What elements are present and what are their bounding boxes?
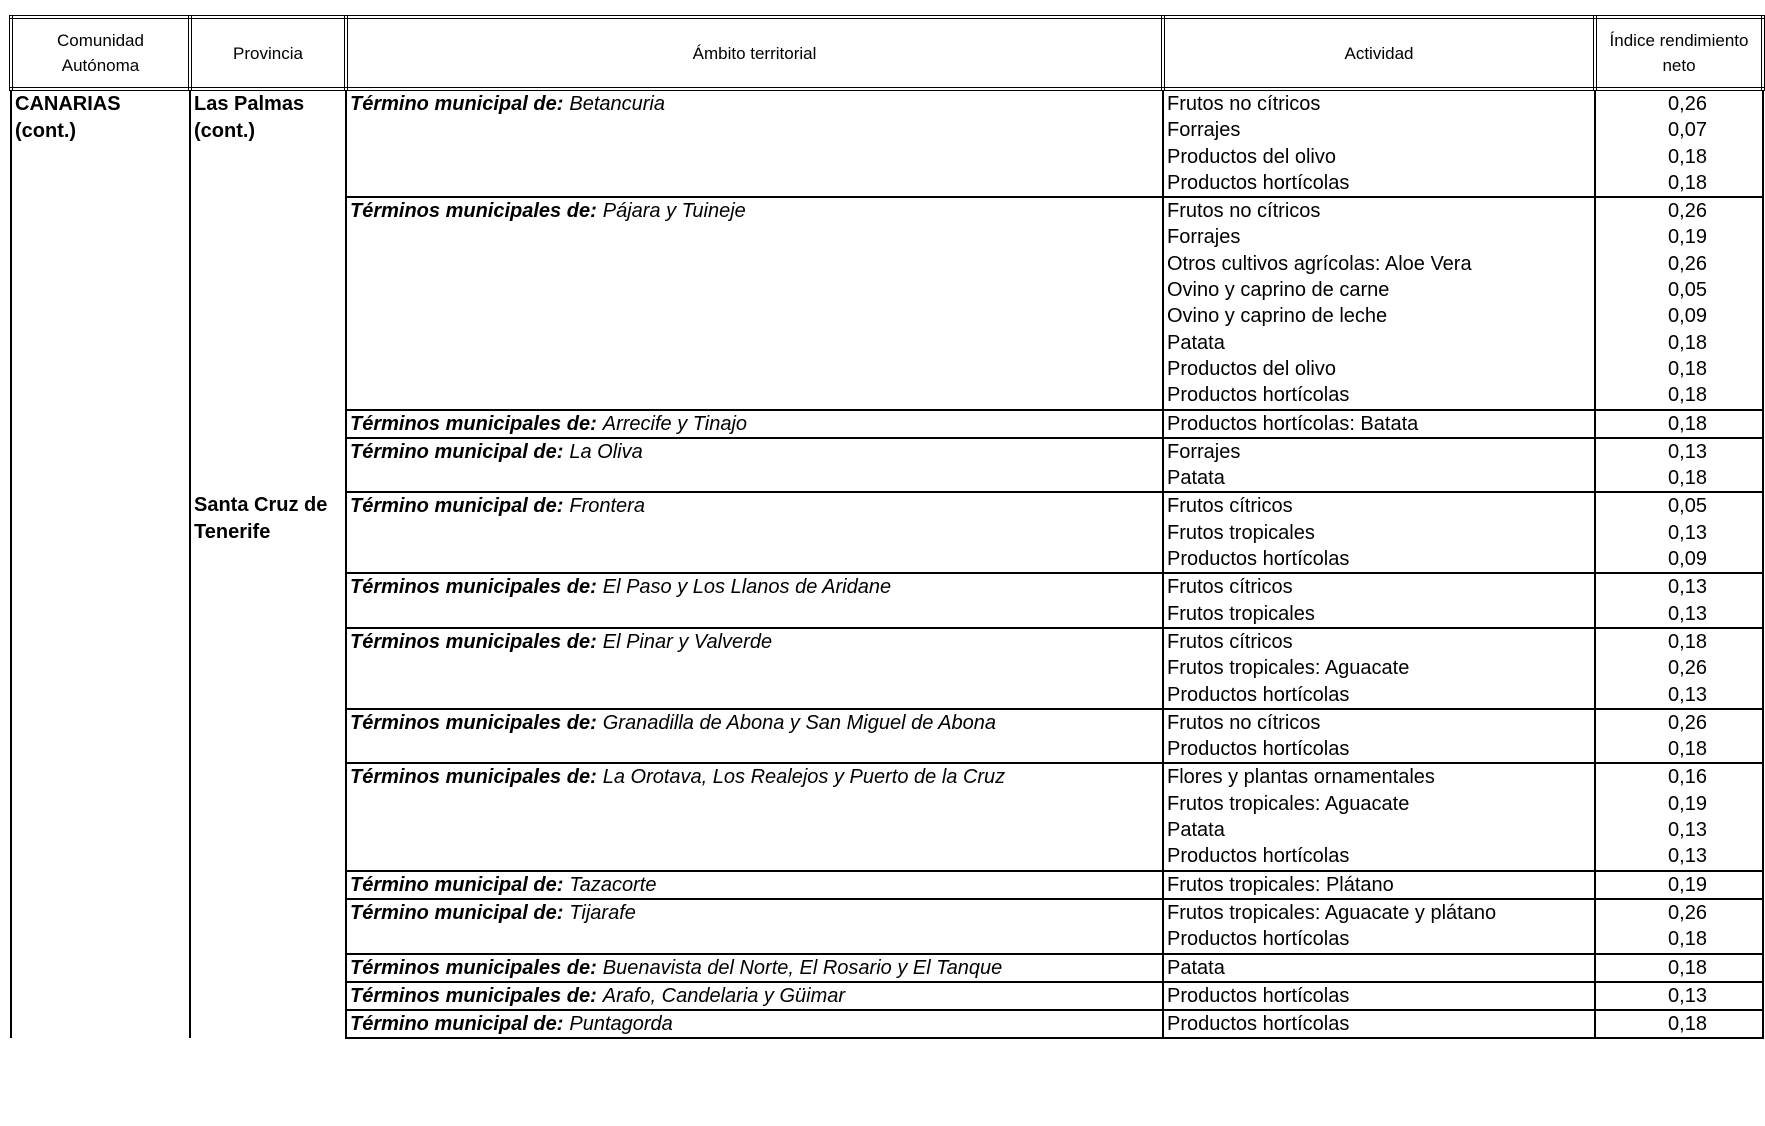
actividad-cell [1163,438,1595,493]
header-row [11,17,1763,89]
actividad-cell [1163,197,1595,409]
ambito-prefix: Término municipal de: [350,440,564,463]
provincia-cell: Santa Cruz de Tenerife [190,492,346,1038]
actividad-value: Frutos tropicales [1167,521,1315,544]
actividad-value: Productos hortícolas [1167,384,1350,407]
actividad-value: Flores y plantas ornamentales [1167,766,1435,789]
actividad-cell [1163,763,1595,870]
ambito-place: Puntagorda [569,1013,673,1036]
ambito-cell [346,492,1163,573]
ambito-prefix: Términos municipales de: [350,630,597,653]
ambito-place: Betancuria [569,93,665,115]
actividad-value: Frutos no cítricos [1167,200,1321,223]
ambito-prefix: Términos municipales de: [350,412,597,435]
indice-value: 0,19 [1668,792,1707,815]
actividad-value: Ovino y caprino de leche [1167,305,1388,328]
indice-value: 0,16 [1668,766,1707,789]
indice-value: 0,18 [1668,630,1707,653]
indice-value: 0,26 [1668,93,1707,115]
indice-value: 0,18 [1668,171,1707,194]
table-row [11,89,1763,197]
indice-value: 0,13 [1668,819,1707,842]
actividad-value: Forrajes [1167,119,1241,142]
header-ambito: Ámbito territorial [346,17,1163,89]
indice-value: 0,18 [1668,357,1707,380]
indice-value: 0,05 [1668,495,1707,518]
ambito-prefix: Términos municipales de: [350,956,597,979]
actividad-value: Forrajes [1167,440,1241,463]
ambito-cell [346,573,1163,628]
actividad-value: Patata [1167,467,1225,490]
indice-cell [1595,573,1763,628]
actividad-cell [1163,492,1595,573]
indice-cell [1595,89,1763,197]
ambito-cell [346,763,1163,870]
indice-value: 0,18 [1668,412,1707,435]
actividad-value: Productos hortícolas [1167,1013,1350,1036]
ambito-place: Frontera [569,495,645,518]
ambito-cell [346,871,1163,899]
ambito-prefix: Término municipal de: [350,873,564,896]
actividad-value: Frutos tropicales: Plátano [1167,873,1394,896]
ambito-cell [346,899,1163,954]
indice-cell [1595,628,1763,709]
indice-cell [1595,438,1763,493]
actividad-value: Productos hortícolas [1167,845,1350,868]
ambito-cell [346,197,1163,409]
indice-value: 0,13 [1668,521,1707,544]
actividad-cell [1163,982,1595,1010]
actividad-value: Frutos cítricos [1167,495,1293,518]
ambito-cell [346,438,1163,493]
indice-value: 0,07 [1668,119,1707,142]
header-indice: Índice rendimiento neto [1595,17,1763,89]
actividad-value: Frutos cítricos [1167,630,1293,653]
indice-value: 0,19 [1668,873,1707,896]
ambito-cell [346,709,1163,764]
indice-value: 0,19 [1668,226,1707,249]
actividad-value: Productos hortícolas: Batata [1167,412,1419,435]
ambito-place: Tazacorte [569,873,657,896]
actividad-value: Productos hortícolas [1167,738,1350,761]
actividad-cell [1163,709,1595,764]
actividad-value: Patata [1167,331,1225,354]
ambito-place: Pájara y Tuineje [602,200,746,223]
ambito-prefix: Término municipal de: [350,901,564,924]
indice-value: 0,18 [1668,956,1707,979]
actividad-value: Frutos cítricos [1167,576,1293,599]
actividad-cell [1163,1010,1595,1038]
actividad-value: Frutos tropicales: Aguacate [1167,792,1410,815]
ambito-place: Tijarafe [569,901,636,924]
actividad-value: Frutos tropicales: Aguacate y plátano [1167,901,1497,924]
table-row [11,492,1763,573]
indice-cell [1595,899,1763,954]
ambito-prefix: Términos municipales de: [350,200,597,223]
indice-value: 0,18 [1668,467,1707,490]
actividad-value: Patata [1167,819,1225,842]
header-comunidad: Comunidad Autónoma [11,17,190,89]
actividad-cell [1163,628,1595,709]
actividad-value: Frutos tropicales [1167,602,1315,625]
actividad-value: Productos hortícolas [1167,548,1350,571]
rendimiento-table [9,15,1765,1039]
header-actividad: Actividad [1163,17,1595,89]
indice-value: 0,18 [1668,331,1707,354]
indice-value: 0,09 [1668,305,1707,328]
actividad-cell [1163,954,1595,982]
indice-value: 0,13 [1668,576,1707,599]
indice-value: 0,18 [1668,1013,1707,1036]
actividad-value: Productos del olivo [1167,145,1336,168]
ambito-cell [346,982,1163,1010]
ambito-place: Buenavista del Norte, El Rosario y El Tanque [602,956,1003,979]
provincia-cell: Las Palmas (cont.) [190,89,346,492]
ambito-prefix: Término municipal de: [350,495,564,518]
ambito-cell [346,89,1163,197]
indice-cell [1595,492,1763,573]
ambito-place: La Oliva [569,440,643,463]
indice-cell [1595,763,1763,870]
header-provincia: Provincia [190,17,346,89]
indice-value: 0,26 [1668,200,1707,223]
indice-value: 0,26 [1668,252,1707,275]
actividad-cell [1163,899,1595,954]
actividad-value: Forrajes [1167,226,1241,249]
actividad-cell [1163,573,1595,628]
actividad-value: Productos hortícolas [1167,683,1350,706]
actividad-value: Frutos no cítricos [1167,711,1321,734]
actividad-value: Otros cultivos agrícolas: Aloe Vera [1167,252,1472,275]
indice-cell [1595,871,1763,899]
indice-value: 0,13 [1668,683,1707,706]
indice-value: 0,13 [1668,845,1707,868]
actividad-cell [1163,871,1595,899]
indice-value: 0,18 [1668,738,1707,761]
indice-value: 0,13 [1668,440,1707,463]
ambito-place: El Pinar y Valverde [602,630,773,653]
ambito-place: La Orotava, Los Realejos y Puerto de la Cruz [602,766,1006,789]
ambito-prefix: Término municipal de: [350,93,564,115]
ambito-cell [346,1010,1163,1038]
ambito-prefix: Término municipal de: [350,1013,564,1036]
ambito-cell [346,954,1163,982]
actividad-cell [1163,410,1595,438]
actividad-value: Productos hortícolas [1167,928,1350,951]
comunidad-cell: CANARIAS (cont.) [11,89,190,1038]
ambito-prefix: Términos municipales de: [350,711,597,734]
indice-value: 0,09 [1668,548,1707,571]
indice-cell [1595,954,1763,982]
indice-value: 0,18 [1668,145,1707,168]
indice-cell [1595,982,1763,1010]
indice-value: 0,13 [1668,602,1707,625]
actividad-value: Frutos tropicales: Aguacate [1167,657,1410,680]
ambito-place: El Paso y Los Llanos de Aridane [602,576,892,599]
indice-value: 0,26 [1668,711,1707,734]
indice-cell [1595,1010,1763,1038]
indice-value: 0,26 [1668,901,1707,924]
actividad-cell [1163,89,1595,197]
indice-value: 0,05 [1668,279,1707,302]
indice-value: 0,13 [1668,984,1707,1007]
indice-value: 0,18 [1668,928,1707,951]
ambito-place: Arrecife y Tinajo [602,412,748,435]
actividad-value: Productos hortícolas [1167,171,1350,194]
actividad-value: Productos hortícolas [1167,984,1350,1007]
ambito-prefix: Términos municipales de: [350,766,597,789]
ambito-place: Granadilla de Abona y San Miguel de Abona [602,711,996,734]
ambito-prefix: Términos municipales de: [350,576,597,599]
indice-cell [1595,410,1763,438]
actividad-value: Productos del olivo [1167,357,1336,380]
actividad-value: Patata [1167,956,1225,979]
actividad-value: Ovino y caprino de carne [1167,279,1390,302]
indice-cell [1595,709,1763,764]
ambito-cell [346,628,1163,709]
table-body [11,89,1763,1038]
indice-value: 0,26 [1668,657,1707,680]
actividad-value: Frutos no cítricos [1167,93,1321,115]
ambito-cell [346,410,1163,438]
ambito-prefix: Términos municipales de: [350,984,597,1007]
indice-cell [1595,197,1763,409]
ambito-place: Arafo, Candelaria y Güimar [602,984,846,1007]
indice-value: 0,18 [1668,384,1707,407]
